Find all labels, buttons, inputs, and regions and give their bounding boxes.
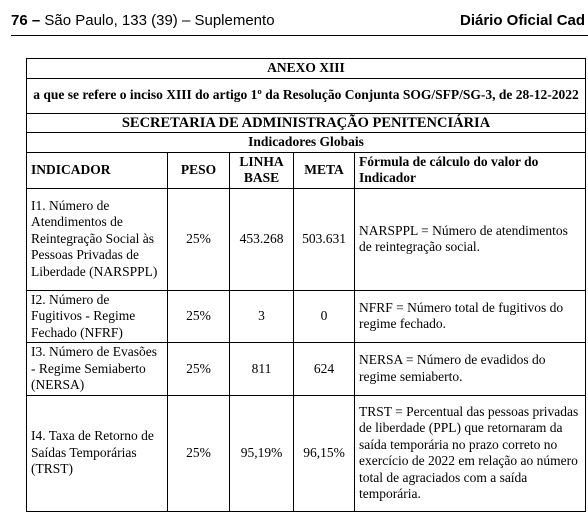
indicator-cell: I2. Número de Fugitivos - Regime Fechado (NFRF): [27, 290, 168, 343]
secretariat-row: [27, 113, 586, 133]
indicator-group: Indicadores Globais: [27, 133, 586, 153]
baseline-cell: 811: [230, 343, 294, 396]
table-row: [27, 343, 586, 396]
annex-title: ANEXO XIII: [27, 59, 586, 79]
baseline-cell: 95,19%: [230, 395, 294, 511]
target-cell: 96,15%: [294, 395, 355, 511]
header-left: [11, 12, 275, 29]
table-row: [27, 395, 586, 511]
weight-cell: 25%: [168, 343, 230, 396]
formula-cell: TRST = Percentual das pessoas privadas de liberdade (PPL) que retornaram da saída temporária no prazo correto no exercício de 2022 em relação ao número total de agraciados com a saída temporária.: [355, 395, 586, 511]
table-row: [27, 290, 586, 343]
table-row: [27, 188, 586, 290]
column-header-row: [27, 152, 586, 188]
weight-cell: 25%: [168, 395, 230, 511]
annex-reference-row: [27, 78, 586, 113]
baseline-cell: 453.268: [230, 188, 294, 290]
col-formula: Fórmula de cálculo do valor do Indicador: [355, 152, 586, 188]
journal-title: Diário Oficial Cad: [460, 12, 586, 29]
indicator-cell: I1. Número de Atendimentos de Reintegração Social às Pessoas Privadas de Liberdade (NARSPPL): [27, 188, 168, 290]
target-cell: 0: [294, 290, 355, 343]
header-dash: –: [31, 12, 41, 29]
formula-cell: NERSA = Número de evadidos do regime semiaberto.: [355, 343, 586, 396]
baseline-cell: 3: [230, 290, 294, 343]
annex-table: [26, 58, 586, 512]
page-number: 76: [11, 12, 28, 29]
target-cell: 503.631: [294, 188, 355, 290]
header-location: São Paulo, 133 (39) – Suplemento: [44, 12, 275, 29]
col-baseline: LINHA BASE: [230, 152, 294, 188]
indicator-cell: I3. Número de Evasões - Regime Semiaberto (NERSA): [27, 343, 168, 396]
formula-cell: NARSPPL = Número de atendimentos de reintegração social.: [355, 188, 586, 290]
header-rule: [11, 35, 588, 36]
weight-cell: 25%: [168, 188, 230, 290]
annex-title-row: [27, 59, 586, 79]
target-cell: 624: [294, 343, 355, 396]
col-target: META: [294, 152, 355, 188]
weight-cell: 25%: [168, 290, 230, 343]
page-header: [0, 0, 588, 40]
formula-cell: NFRF = Número total de fugitivos do regime fechado.: [355, 290, 586, 343]
col-weight: PESO: [168, 152, 230, 188]
indicator-cell: I4. Taxa de Retorno de Saídas Temporárias (TRST): [27, 395, 168, 511]
secretariat-name: SECRETARIA DE ADMINISTRAÇÃO PENITENCIÁRIA: [27, 113, 586, 133]
annex-reference: a que se refere o inciso XIII do artigo 1º da Resolução Conjunta SOG/SFP/SG-3, de 28-12-2022: [27, 78, 586, 113]
col-indicator: INDICADOR: [27, 152, 168, 188]
group-row: [27, 133, 586, 153]
